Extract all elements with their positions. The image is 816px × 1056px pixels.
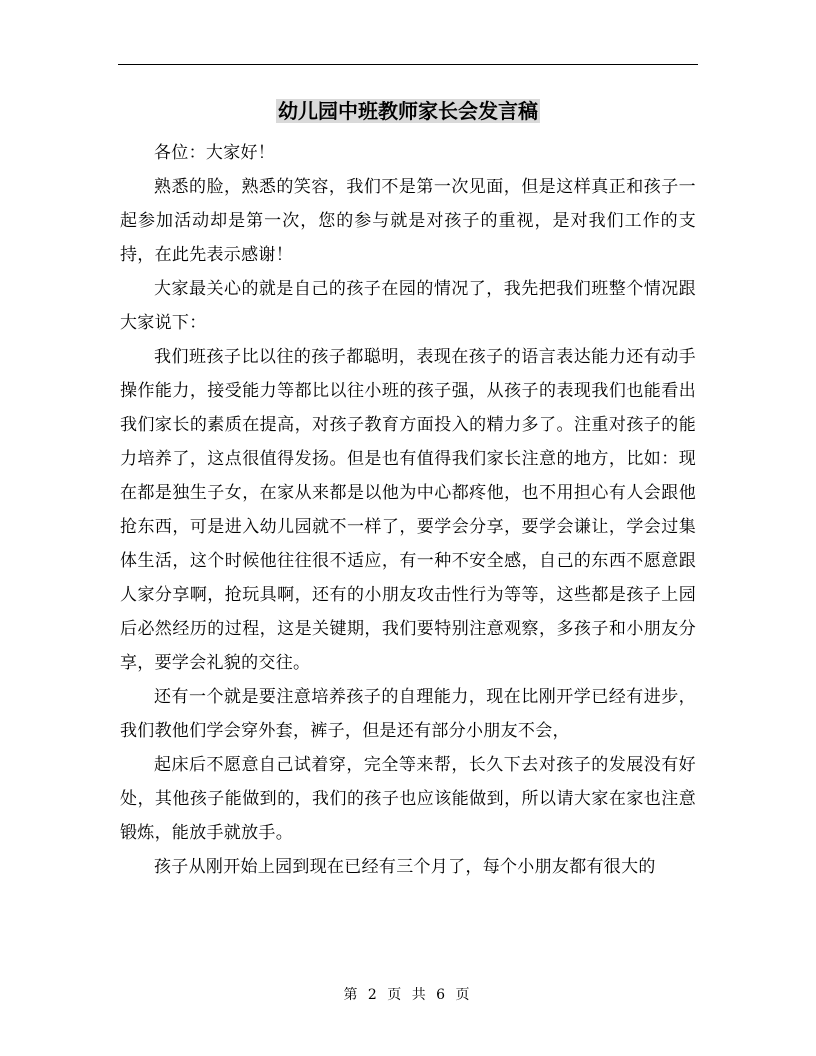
paragraph-intro: 熟悉的脸，熟悉的笑容，我们不是第一次见面，但是这样真正和孩子一起参加活动却是第一次，您的参与就是对孩子的重视，是对我们工作的支持，在此先表示感谢！ <box>120 177 696 265</box>
paragraph-dressing: 起床后不愿意自己试着穿，完全等来帮，长久下去对孩子的发展没有好处，其他孩子能做到的，我们的孩子也应该能做到，所以请大家在家也注意锻炼，能放手就放手。 <box>120 755 696 843</box>
header-rule <box>118 64 698 65</box>
paragraph-class-overview: 大家最关心的就是自己的孩子在园的情况了，我先把我们班整个情况跟大家说下： <box>120 279 696 333</box>
page-footer: 第 2 页 共 6 页 <box>343 987 473 1003</box>
paragraph-class-abilities: 我们班孩子比以往的孩子都聪明，表现在孩子的语言表达能力还有动手操作能力，接受能力等都比以往小班的孩子强，从孩子的表现我们也能看出我们家长的素质在提高，对孩子教育方面投入的精力多了。注重对孩子的能力培养了，这点很值得发扬。但是也有值得我们家长注意的地方，比如：现在都是独生子女，在家从来都是以他为中心都疼他，也不用担心有人会跟他抢东西，可是进入幼儿园就不一样了，要学会分享，要学会谦让，学会过集体生活，这个时候他往往很不适应，有一种不安全感，自己的东西不愿意跟人家分享啊，抢玩具啊，还有的小朋友攻击性行为等等，这些都是孩子上园后必然经历的过程，这是关键期，我们要特别注意观察，多孩子和小朋友分享，要学会礼貌的交往。 <box>120 347 696 673</box>
document-title-text: 幼儿园中班教师家长会发言稿 <box>278 99 538 123</box>
paragraph-self-care: 还有一个就是要注意培养孩子的自理能力，现在比刚开学已经有进步，我们教他们学会穿外套，裤子，但是还有部分小朋友不会， <box>120 687 696 741</box>
document-title <box>0 97 816 125</box>
document-body <box>120 136 696 884</box>
paragraph-progress: 孩子从刚开始上园到现在已经有三个月了，每个小朋友都有很大的 <box>154 857 656 877</box>
paragraph-greeting: 各位：大家好！ <box>154 143 276 163</box>
